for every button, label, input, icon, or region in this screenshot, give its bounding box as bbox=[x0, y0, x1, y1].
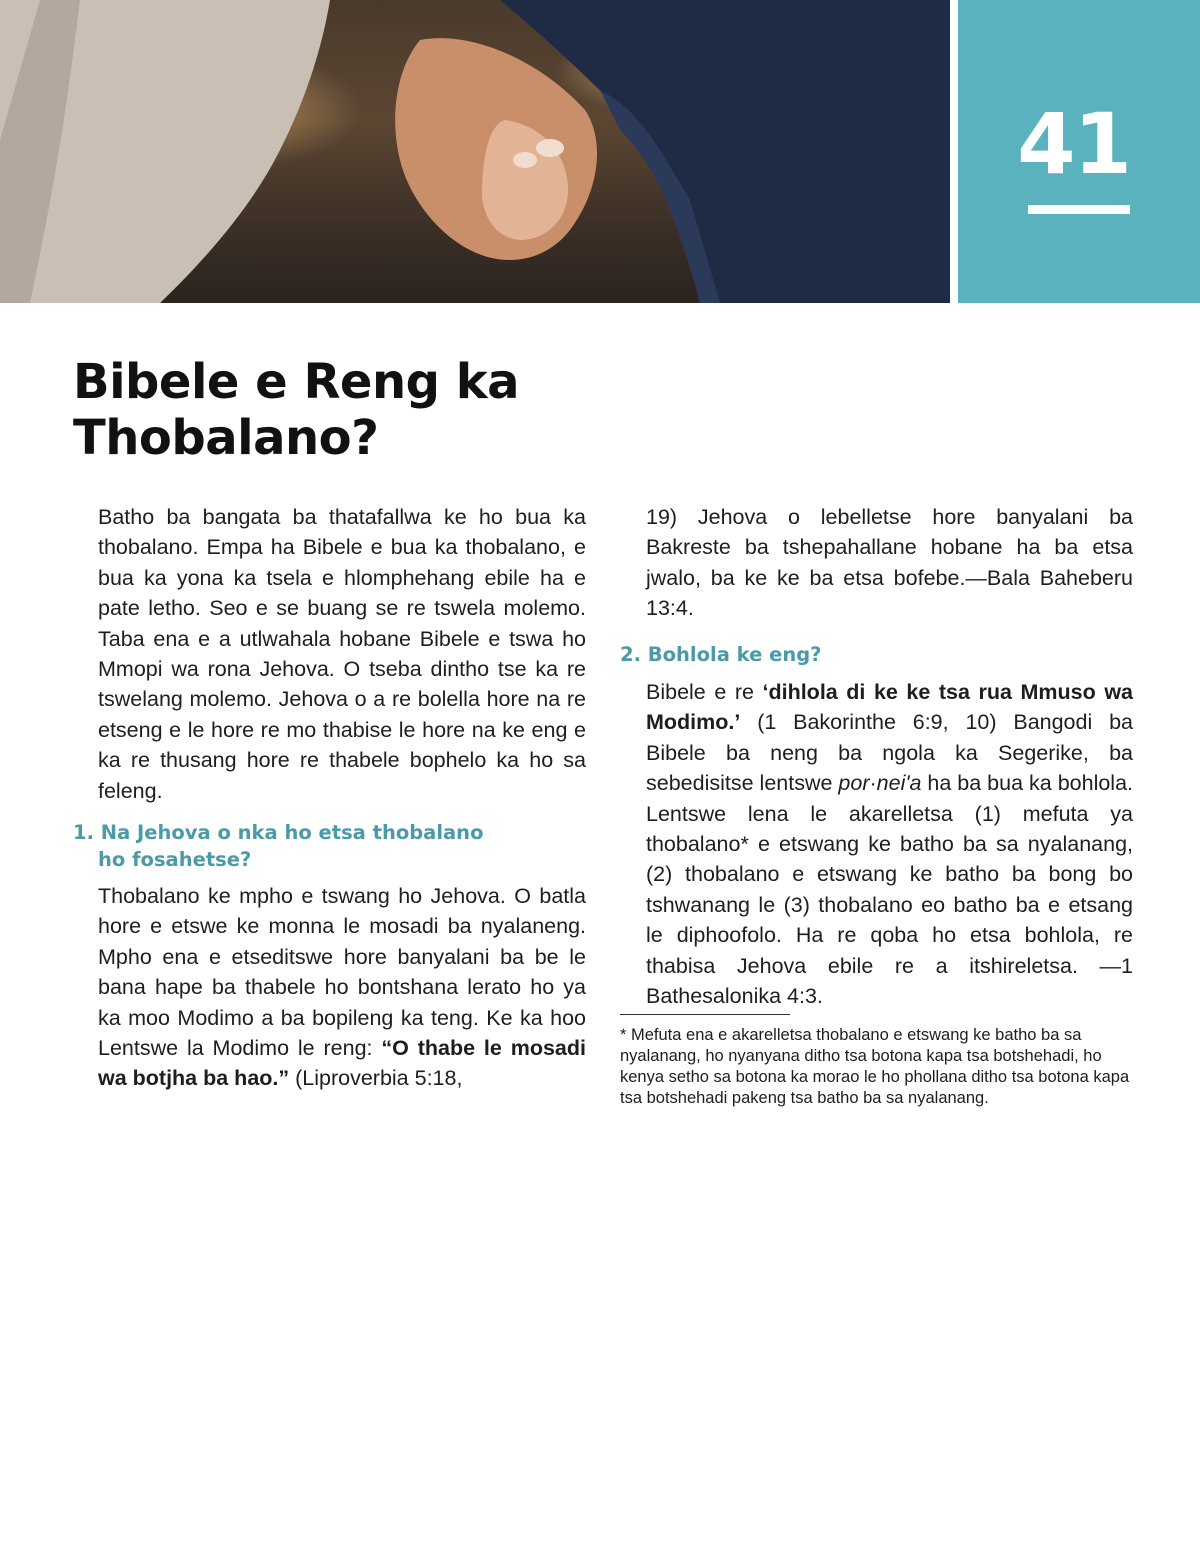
question-2-heading-text: Bohlola ke eng? bbox=[647, 643, 822, 666]
lesson-number-underline bbox=[1028, 205, 1130, 214]
question-1-text-b: (Liproverbia 5:18, bbox=[289, 1066, 463, 1091]
question-1-paragraph bbox=[98, 881, 586, 1094]
question-1-heading-line-2: ho fosahetse? bbox=[98, 848, 252, 871]
question-2-paragraph bbox=[646, 677, 1133, 1011]
question-1-heading bbox=[73, 819, 593, 873]
holding-hands-illustration bbox=[0, 0, 950, 303]
question-2-text-b: (1 Bakorinthe 6:9, 10) Bangodi ba Bibele ba neng ba ngola ka Segerike, ba sebedisitse lentswe bbox=[646, 710, 1133, 796]
question-1-number: 1. bbox=[73, 821, 94, 844]
question-2-heading bbox=[620, 641, 1133, 668]
question-2-text-c: ha ba bua ka bohlola. Lentswe lena le akarelletsa (1) mefuta ya thobalano bbox=[646, 771, 1134, 857]
question-1-paragraph-continued: 19) Jehova o lebelletse hore banyalani ba Bakreste ba tshepahallane hobane ha ba etsa jwalo, ba ke ke ba etsa bofebe.—Bala Baheberu 13:4. bbox=[646, 505, 1133, 621]
fingernail bbox=[536, 139, 564, 157]
page-title bbox=[73, 354, 673, 466]
intro-paragraph: Batho ba bangata ba thatafallwa ke ho bua ka thobalano. Empa ha Bibele e bua ka thobalano, e bua ka yona ka tsela e hlomphehang ebile ha e pate letho. Seo e se buang se re tswela molemo. Taba ena e a utlwahala hobane Bibele e tswa ho Mmopi wa rona Jehova. O tseba dintho tse ka re tswelang molemo. Jehova o a re bolella hore na re etseng e le hore re mo thabise le hore na ke eng e ka re thusang hore re thabele bophelo ka ho sa feleng. bbox=[98, 505, 586, 803]
footnote: * Mefuta ena e akarelletsa thobalano e etswang ke batho ba sa nyalanang, ho nyanyana ditho tsa botona kapa tsa botshehadi, ho kenya setho sa botona ka morao le ho phollana ditho tsa botona kapa tsa botshehadi pakeng tsa batho ba sa nyalanang. bbox=[620, 1026, 1130, 1107]
question-2-number: 2. bbox=[620, 643, 641, 666]
footnote-divider bbox=[620, 1014, 790, 1015]
hero-photo bbox=[0, 0, 950, 303]
greek-term: por·neiʹa bbox=[838, 771, 922, 796]
fingernail bbox=[513, 152, 537, 168]
question-1-quote: “O thabe le mosadi wa botjha ba hao.” bbox=[98, 1036, 586, 1091]
question-2-text-a: Bibele e re bbox=[646, 680, 763, 704]
lesson-number-box bbox=[958, 0, 1200, 303]
question-2-text-d: e etswang ke batho ba sa nyalanang, (2) thobalano e etswang ke batho ba bong bo tshwanang le (3) thobalano eo batho ba e etsang le diphoofolo. Ha re qoba ho etsa bohlola, re thabisa Jehova ebile re a itshireletsa. —1 Bathesalonika 4:3. bbox=[646, 832, 1133, 1009]
lesson-number: 41 bbox=[1017, 95, 1130, 193]
question-1-heading-line-1: Na Jehova o nka ho etsa thobalano bbox=[100, 821, 484, 844]
title-line-1: Bibele e Reng ka bbox=[73, 354, 520, 410]
footnote-mark[interactable]: * bbox=[740, 832, 749, 857]
question-1-text-a: Thobalano ke mpho e tswang ho Jehova. O batla hore e etswe ke monna le mosadi ba nyalaneng. Mpho ena e etseditswe hore banyalani ba be le bana hape ba thabele ho bontshana lerato ho ya ka moo Modimo a ba bopileng ka teng. Ke ka hoo Lentswe la Modimo le reng: bbox=[98, 884, 586, 1061]
question-2-quote: ‘dihlola di ke ke tsa rua Mmuso wa Modimo.’ bbox=[646, 680, 1133, 735]
title-line-2: Thobalano? bbox=[73, 410, 379, 466]
